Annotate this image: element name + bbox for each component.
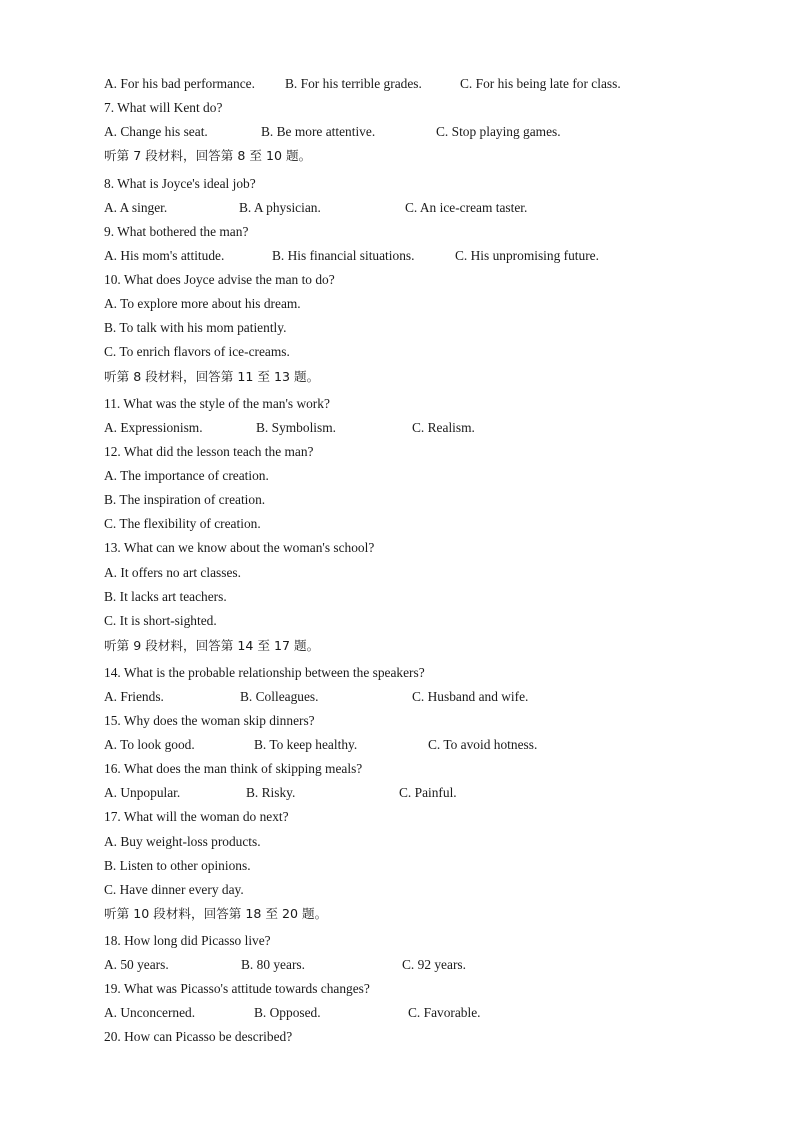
answer-option: B. Be more attentive. (261, 124, 376, 139)
answer-option: B. For his terrible grades. (285, 76, 422, 91)
answer-option: C. To avoid hotness. (428, 737, 538, 752)
answer-option: A. Unpopular. (104, 785, 181, 800)
answer-option: A. Unconcerned. (104, 1005, 196, 1020)
question-text: 10. What does Joyce advise the man to do? (104, 272, 335, 287)
question-text: 13. What can we know about the woman's school? (104, 540, 375, 555)
answer-option: B. Risky. (246, 785, 296, 800)
question-text: 18. How long did Picasso live? (104, 933, 271, 948)
question-text: 16. What does the man think of skipping meals? (104, 761, 363, 776)
answer-option: B. To keep healthy. (254, 737, 358, 752)
section-instruction: 听第 10 段材料，回答第 18 至 20 题。 (104, 906, 328, 921)
answer-option: B. Symbolism. (256, 420, 336, 435)
question-text: 7. What will Kent do? (104, 100, 223, 115)
question-text: 11. What was the style of the man's work? (104, 396, 330, 411)
answer-option: C. 92 years. (402, 957, 466, 972)
answer-option: A. A singer. (104, 200, 168, 215)
answer-option: C. Realism. (412, 420, 475, 435)
answer-option: C. Stop playing games. (436, 124, 561, 139)
answer-option: B. To talk with his mom patiently. (104, 320, 287, 335)
answer-option: B. A physician. (239, 200, 321, 215)
section-instruction: 听第 7 段材料，回答第 8 至 10 题。 (104, 148, 312, 163)
answer-option: B. His financial situations. (272, 248, 415, 263)
answer-option: C. Painful. (399, 785, 457, 800)
answer-option: A. Expressionism. (104, 420, 203, 435)
answer-option: C. The flexibility of creation. (104, 516, 261, 531)
answer-option: A. Change his seat. (104, 124, 208, 139)
answer-option: A. His mom's attitude. (104, 248, 225, 263)
answer-option: A. Friends. (104, 689, 164, 704)
answer-option: B. Colleagues. (240, 689, 319, 704)
question-text: 9. What bothered the man? (104, 224, 249, 239)
question-text: 12. What did the lesson teach the man? (104, 444, 314, 459)
answer-option: C. It is short-sighted. (104, 613, 217, 628)
answer-option: C. Husband and wife. (412, 689, 529, 704)
answer-option: B. It lacks art teachers. (104, 589, 227, 604)
answer-option: B. The inspiration of creation. (104, 492, 266, 507)
answer-option: A. It offers no art classes. (104, 565, 241, 580)
section-instruction: 听第 9 段材料，回答第 14 至 17 题。 (104, 638, 320, 653)
question-text: 8. What is Joyce's ideal job? (104, 176, 256, 191)
question-text: 17. What will the woman do next? (104, 809, 289, 824)
answer-option: B. Listen to other opinions. (104, 858, 251, 873)
answer-option: A. 50 years. (104, 957, 169, 972)
question-text: 15. Why does the woman skip dinners? (104, 713, 315, 728)
section-instruction: 听第 8 段材料，回答第 11 至 13 题。 (104, 369, 320, 384)
answer-option: A. For his bad performance. (104, 76, 255, 91)
answer-option: C. For his being late for class. (460, 76, 621, 91)
answer-option: C. An ice-cream taster. (405, 200, 528, 215)
answer-option: A. Buy weight-loss products. (104, 834, 261, 849)
answer-option: A. The importance of creation. (104, 468, 269, 483)
answer-option: B. 80 years. (241, 957, 305, 972)
answer-option: C. His unpromising future. (455, 248, 599, 263)
question-text: 19. What was Picasso's attitude towards changes? (104, 981, 370, 996)
question-text: 20. How can Picasso be described? (104, 1029, 293, 1044)
answer-option: C. Have dinner every day. (104, 882, 244, 897)
answer-option: C. To enrich flavors of ice-creams. (104, 344, 290, 359)
answer-option: A. To explore more about his dream. (104, 296, 301, 311)
question-text: 14. What is the probable relationship between the speakers? (104, 665, 425, 680)
answer-option: C. Favorable. (408, 1005, 481, 1020)
answer-option: A. To look good. (104, 737, 195, 752)
answer-option: B. Opposed. (254, 1005, 321, 1020)
